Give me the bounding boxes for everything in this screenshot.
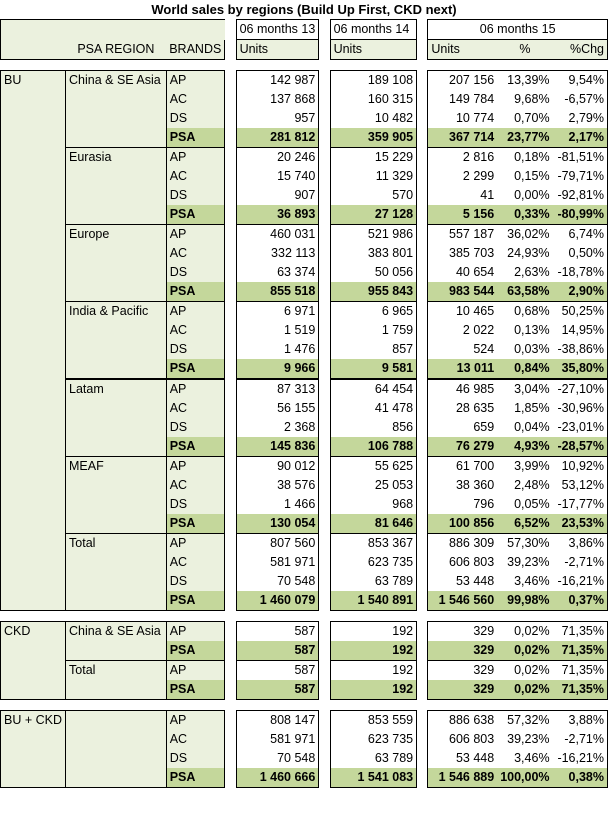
- brand-cell: AC: [166, 553, 225, 572]
- share-pct: 3,46%: [514, 751, 550, 765]
- share-pct: 100,00%: [497, 768, 552, 788]
- change-pct: 53,12%: [553, 476, 608, 495]
- brand-cell: AP: [166, 622, 225, 642]
- share-pct: 39,23%: [507, 555, 550, 569]
- units-m13: 87 313: [236, 379, 319, 399]
- region-label: Total: [66, 661, 167, 700]
- brand-cell: AC: [166, 476, 225, 495]
- share-pct: 1,85%: [514, 401, 550, 415]
- units-m15: 2 022: [428, 321, 497, 340]
- brand-cell: AP: [166, 148, 225, 168]
- units-m14: 63 789: [330, 749, 417, 768]
- units-m14: 857: [330, 340, 417, 359]
- change-pct: -79,71%: [553, 167, 608, 186]
- units-m15: 61 700: [428, 457, 497, 477]
- units-header-2: Units: [330, 40, 417, 60]
- change-pct: 71,35%: [553, 661, 608, 681]
- region-label: [66, 711, 167, 788]
- units-m14: 955 843: [330, 282, 417, 302]
- units-m15: 385 703: [428, 244, 497, 263]
- brand-cell: PSA: [166, 641, 225, 661]
- change-pct: 23,53%: [553, 514, 608, 534]
- brand-cell: PSA: [166, 680, 225, 700]
- table-row: [1, 661, 608, 681]
- share-pct: 0,68%: [497, 302, 552, 322]
- table-row: [1, 148, 608, 168]
- units-m15: 659: [428, 418, 497, 437]
- share-pct: 0,02%: [497, 661, 552, 681]
- change-pct: -16,21%: [553, 749, 608, 768]
- units-m15: 13 011: [428, 359, 497, 379]
- region-label: Latam: [66, 379, 167, 457]
- units-m13: 36 893: [236, 205, 319, 225]
- units-header-3: Units: [428, 40, 497, 60]
- change-pct: 3,86%: [553, 534, 608, 554]
- units-m13: 137 868: [236, 90, 319, 109]
- units-m14: 570: [330, 186, 417, 205]
- brand-cell: PSA: [166, 591, 225, 611]
- units-m14: 1 541 083: [330, 768, 417, 788]
- brand-cell: AC: [166, 399, 225, 418]
- brand-cell: DS: [166, 418, 225, 437]
- share-pct: 99,98%: [497, 591, 552, 611]
- units-m13: 855 518: [236, 282, 319, 302]
- units-m15: 606 803: [428, 553, 497, 572]
- units-m15: 2 299: [428, 167, 497, 186]
- brand-cell: AP: [166, 379, 225, 399]
- units-m13: 90 012: [236, 457, 319, 477]
- brand-cell: DS: [166, 572, 225, 591]
- units-m15: 149 784: [428, 90, 497, 109]
- units-m15: 329: [428, 680, 497, 700]
- brand-cell: AP: [166, 302, 225, 322]
- change-pct: -18,78%: [553, 263, 608, 282]
- table-row: [1, 379, 608, 399]
- units-m14: 10 482: [330, 109, 417, 128]
- brand-cell: PSA: [166, 128, 225, 148]
- units-m13: 587: [236, 641, 319, 661]
- section-label: BU + CKD: [1, 711, 66, 788]
- header-row-2: [1, 40, 608, 60]
- change-pct: 71,35%: [553, 680, 608, 700]
- brand-cell: AP: [166, 711, 225, 731]
- change-pct: -23,01%: [553, 418, 608, 437]
- units-m15: 367 714: [428, 128, 497, 148]
- brand-cell: PSA: [166, 205, 225, 225]
- change-pct: -38,86%: [553, 340, 608, 359]
- share-pct: 0,33%: [497, 205, 552, 225]
- share-pct: 0,04%: [514, 420, 550, 434]
- brand-cell: AP: [166, 71, 225, 91]
- units-m14: 27 128: [330, 205, 417, 225]
- share-pct: 0,05%: [514, 497, 550, 511]
- brand-cell: DS: [166, 749, 225, 768]
- share-pct: 0,02%: [497, 680, 552, 700]
- brand-cell: AP: [166, 661, 225, 681]
- units-m14: 968: [330, 495, 417, 514]
- brand-cell: AC: [166, 321, 225, 340]
- brand-cell: AP: [166, 534, 225, 554]
- section-label: BU: [1, 71, 66, 611]
- units-m15: 983 544: [428, 282, 497, 302]
- units-m15: 10 465: [428, 302, 497, 322]
- change-pct: -2,71%: [553, 730, 608, 749]
- units-m13: 70 548: [236, 749, 319, 768]
- units-m15: 53 448: [428, 749, 497, 768]
- units-m13: 587: [236, 680, 319, 700]
- spacer-row: [1, 611, 608, 622]
- period2-header: 06 months 14: [330, 20, 417, 40]
- change-pct: 35,80%: [553, 359, 608, 379]
- share-pct: 4,93%: [497, 437, 552, 457]
- units-m15: 524: [428, 340, 497, 359]
- change-pct: 71,35%: [553, 641, 608, 661]
- units-m15: 606 803: [428, 730, 497, 749]
- sales-table: [0, 19, 608, 788]
- brand-cell: DS: [166, 109, 225, 128]
- change-pct: 0,50%: [553, 244, 608, 263]
- region-label: China & SE Asia: [66, 622, 167, 661]
- units-m13: 587: [236, 622, 319, 642]
- psa-region-header: PSA REGION: [66, 40, 167, 60]
- section-label: CKD: [1, 622, 66, 700]
- share-pct: 3,46%: [514, 574, 550, 588]
- units-m14: 853 559: [330, 711, 417, 731]
- share-pct: 0,00%: [514, 188, 550, 202]
- units-m13: 15 740: [236, 167, 319, 186]
- change-pct: -2,71%: [553, 553, 608, 572]
- units-header-1: Units: [236, 40, 319, 60]
- share-pct: 0,70%: [514, 111, 550, 125]
- brand-cell: PSA: [166, 437, 225, 457]
- units-m13: 1 460 666: [236, 768, 319, 788]
- brand-cell: DS: [166, 340, 225, 359]
- share-pct: 23,77%: [497, 128, 552, 148]
- brand-cell: PSA: [166, 514, 225, 534]
- change-pct: -16,21%: [553, 572, 608, 591]
- units-m14: 6 965: [330, 302, 417, 322]
- units-m13: 281 812: [236, 128, 319, 148]
- table-row: [1, 534, 608, 554]
- units-m15: 40 654: [428, 263, 497, 282]
- units-m14: 189 108: [330, 71, 417, 91]
- share-pct: 3,04%: [497, 379, 552, 399]
- period3-header: 06 months 15: [428, 20, 608, 40]
- change-pct: 14,95%: [553, 321, 608, 340]
- change-pct: 3,88%: [553, 711, 608, 731]
- brand-cell: AP: [166, 457, 225, 477]
- units-m13: 1 519: [236, 321, 319, 340]
- units-m13: 63 374: [236, 263, 319, 282]
- units-m13: 9 966: [236, 359, 319, 379]
- units-m13: 332 113: [236, 244, 319, 263]
- units-m15: 76 279: [428, 437, 497, 457]
- header-corner: [1, 20, 225, 40]
- share-pct: 36,02%: [497, 225, 552, 245]
- units-m15: 329: [428, 641, 497, 661]
- units-m15: 207 156: [428, 71, 497, 91]
- brand-cell: AC: [166, 90, 225, 109]
- change-pct: 2,79%: [553, 109, 608, 128]
- units-m14: 63 789: [330, 572, 417, 591]
- units-m13: 2 368: [236, 418, 319, 437]
- change-pct: 50,25%: [553, 302, 608, 322]
- change-pct: 71,35%: [553, 622, 608, 642]
- units-m14: 192: [330, 622, 417, 642]
- share-pct: 0,15%: [514, 169, 550, 183]
- units-m15: 41: [428, 186, 497, 205]
- units-m15: 46 985: [428, 379, 497, 399]
- report-title: World sales by regions (Build Up First, CKD next): [151, 2, 457, 17]
- brand-cell: DS: [166, 263, 225, 282]
- table-row: [1, 302, 608, 322]
- region-label: Total: [66, 534, 167, 611]
- brand-cell: PSA: [166, 359, 225, 379]
- pct-header: %: [497, 40, 552, 60]
- share-pct: 3,99%: [497, 457, 552, 477]
- units-m15: 796: [428, 495, 497, 514]
- units-m14: 623 735: [330, 553, 417, 572]
- share-pct: 0,02%: [497, 622, 552, 642]
- sales-table-body: [1, 20, 608, 788]
- share-pct: 0,02%: [497, 641, 552, 661]
- units-m14: 50 056: [330, 263, 417, 282]
- change-pct: -30,96%: [553, 399, 608, 418]
- change-pct: 9,54%: [553, 71, 608, 91]
- units-m14: 1 540 891: [330, 591, 417, 611]
- units-m13: 581 971: [236, 730, 319, 749]
- change-pct: 0,38%: [553, 768, 608, 788]
- brand-cell: DS: [166, 186, 225, 205]
- units-m15: 1 546 889: [428, 768, 497, 788]
- brands-header: BRANDS: [166, 40, 225, 60]
- change-pct: 10,92%: [553, 457, 608, 477]
- units-m13: 6 971: [236, 302, 319, 322]
- change-pct: -92,81%: [553, 186, 608, 205]
- units-m15: 2 816: [428, 148, 497, 168]
- share-pct: 2,63%: [514, 265, 550, 279]
- units-m13: 807 560: [236, 534, 319, 554]
- region-label: India & Pacific: [66, 302, 167, 380]
- units-m14: 81 646: [330, 514, 417, 534]
- change-pct: 0,37%: [553, 591, 608, 611]
- change-pct: 2,90%: [553, 282, 608, 302]
- brand-cell: AC: [166, 244, 225, 263]
- share-pct: 0,13%: [514, 323, 550, 337]
- units-m14: 192: [330, 641, 417, 661]
- brand-cell: PSA: [166, 768, 225, 788]
- table-row: [1, 225, 608, 245]
- units-m14: 11 329: [330, 167, 417, 186]
- units-m15: 1 546 560: [428, 591, 497, 611]
- units-m15: 10 774: [428, 109, 497, 128]
- units-m13: 56 155: [236, 399, 319, 418]
- units-m13: 1 466: [236, 495, 319, 514]
- header-row-1: [1, 20, 608, 40]
- units-m15: 5 156: [428, 205, 497, 225]
- change-pct: -81,51%: [553, 148, 608, 168]
- change-pct: 6,74%: [553, 225, 608, 245]
- units-m15: 557 187: [428, 225, 497, 245]
- region-label: Europe: [66, 225, 167, 302]
- pctchg-header: %Chg: [553, 40, 608, 60]
- units-m14: 41 478: [330, 399, 417, 418]
- units-m14: 623 735: [330, 730, 417, 749]
- units-m14: 192: [330, 680, 417, 700]
- units-m15: 329: [428, 661, 497, 681]
- share-pct: 0,18%: [497, 148, 552, 168]
- change-pct: -80,99%: [553, 205, 608, 225]
- units-m13: 20 246: [236, 148, 319, 168]
- units-m14: 383 801: [330, 244, 417, 263]
- table-row: [1, 622, 608, 642]
- brand-cell: DS: [166, 495, 225, 514]
- table-row: [1, 457, 608, 477]
- brand-cell: AC: [166, 730, 225, 749]
- units-m14: 856: [330, 418, 417, 437]
- units-m13: 581 971: [236, 553, 319, 572]
- units-m14: 853 367: [330, 534, 417, 554]
- region-label: MEAF: [66, 457, 167, 534]
- units-m13: 957: [236, 109, 319, 128]
- units-m13: 142 987: [236, 71, 319, 91]
- share-pct: 0,03%: [514, 342, 550, 356]
- share-pct: 39,23%: [507, 732, 550, 746]
- units-m13: 1 476: [236, 340, 319, 359]
- units-m13: 70 548: [236, 572, 319, 591]
- units-m14: 55 625: [330, 457, 417, 477]
- table-row: [1, 71, 608, 91]
- units-m13: 460 031: [236, 225, 319, 245]
- share-pct: 57,32%: [497, 711, 552, 731]
- units-m14: 359 905: [330, 128, 417, 148]
- units-m13: 808 147: [236, 711, 319, 731]
- period1-header: 06 months 13: [236, 20, 319, 40]
- share-pct: 0,84%: [497, 359, 552, 379]
- units-m14: 9 581: [330, 359, 417, 379]
- units-m15: 53 448: [428, 572, 497, 591]
- units-m14: 15 229: [330, 148, 417, 168]
- units-m13: 145 836: [236, 437, 319, 457]
- brand-cell: AC: [166, 167, 225, 186]
- units-m13: 38 576: [236, 476, 319, 495]
- change-pct: -27,10%: [553, 379, 608, 399]
- units-m14: 192: [330, 661, 417, 681]
- region-label: Eurasia: [66, 148, 167, 225]
- units-m15: 100 856: [428, 514, 497, 534]
- share-pct: 63,58%: [497, 282, 552, 302]
- share-pct: 24,93%: [507, 246, 550, 260]
- share-pct: 6,52%: [497, 514, 552, 534]
- units-m14: 106 788: [330, 437, 417, 457]
- change-pct: -17,77%: [553, 495, 608, 514]
- brand-cell: AP: [166, 225, 225, 245]
- change-pct: -6,57%: [553, 90, 608, 109]
- share-pct: 9,68%: [514, 92, 550, 106]
- units-m15: 28 635: [428, 399, 497, 418]
- share-pct: 13,39%: [497, 71, 552, 91]
- table-row: [1, 711, 608, 731]
- change-pct: 2,17%: [553, 128, 608, 148]
- change-pct: -28,57%: [553, 437, 608, 457]
- units-m14: 64 454: [330, 379, 417, 399]
- share-pct: 2,48%: [514, 478, 550, 492]
- units-m13: 1 460 079: [236, 591, 319, 611]
- units-m14: 521 986: [330, 225, 417, 245]
- units-m15: 886 309: [428, 534, 497, 554]
- spacer-row: [1, 60, 608, 71]
- units-m15: 38 360: [428, 476, 497, 495]
- spacer-row: [1, 700, 608, 711]
- units-m14: 25 053: [330, 476, 417, 495]
- units-m15: 886 638: [428, 711, 497, 731]
- units-m13: 587: [236, 661, 319, 681]
- share-pct: 57,30%: [497, 534, 552, 554]
- brand-cell: PSA: [166, 282, 225, 302]
- units-m14: 160 315: [330, 90, 417, 109]
- units-m13: 130 054: [236, 514, 319, 534]
- region-label: China & SE Asia: [66, 71, 167, 148]
- units-m15: 329: [428, 622, 497, 642]
- units-m14: 1 759: [330, 321, 417, 340]
- units-m13: 907: [236, 186, 319, 205]
